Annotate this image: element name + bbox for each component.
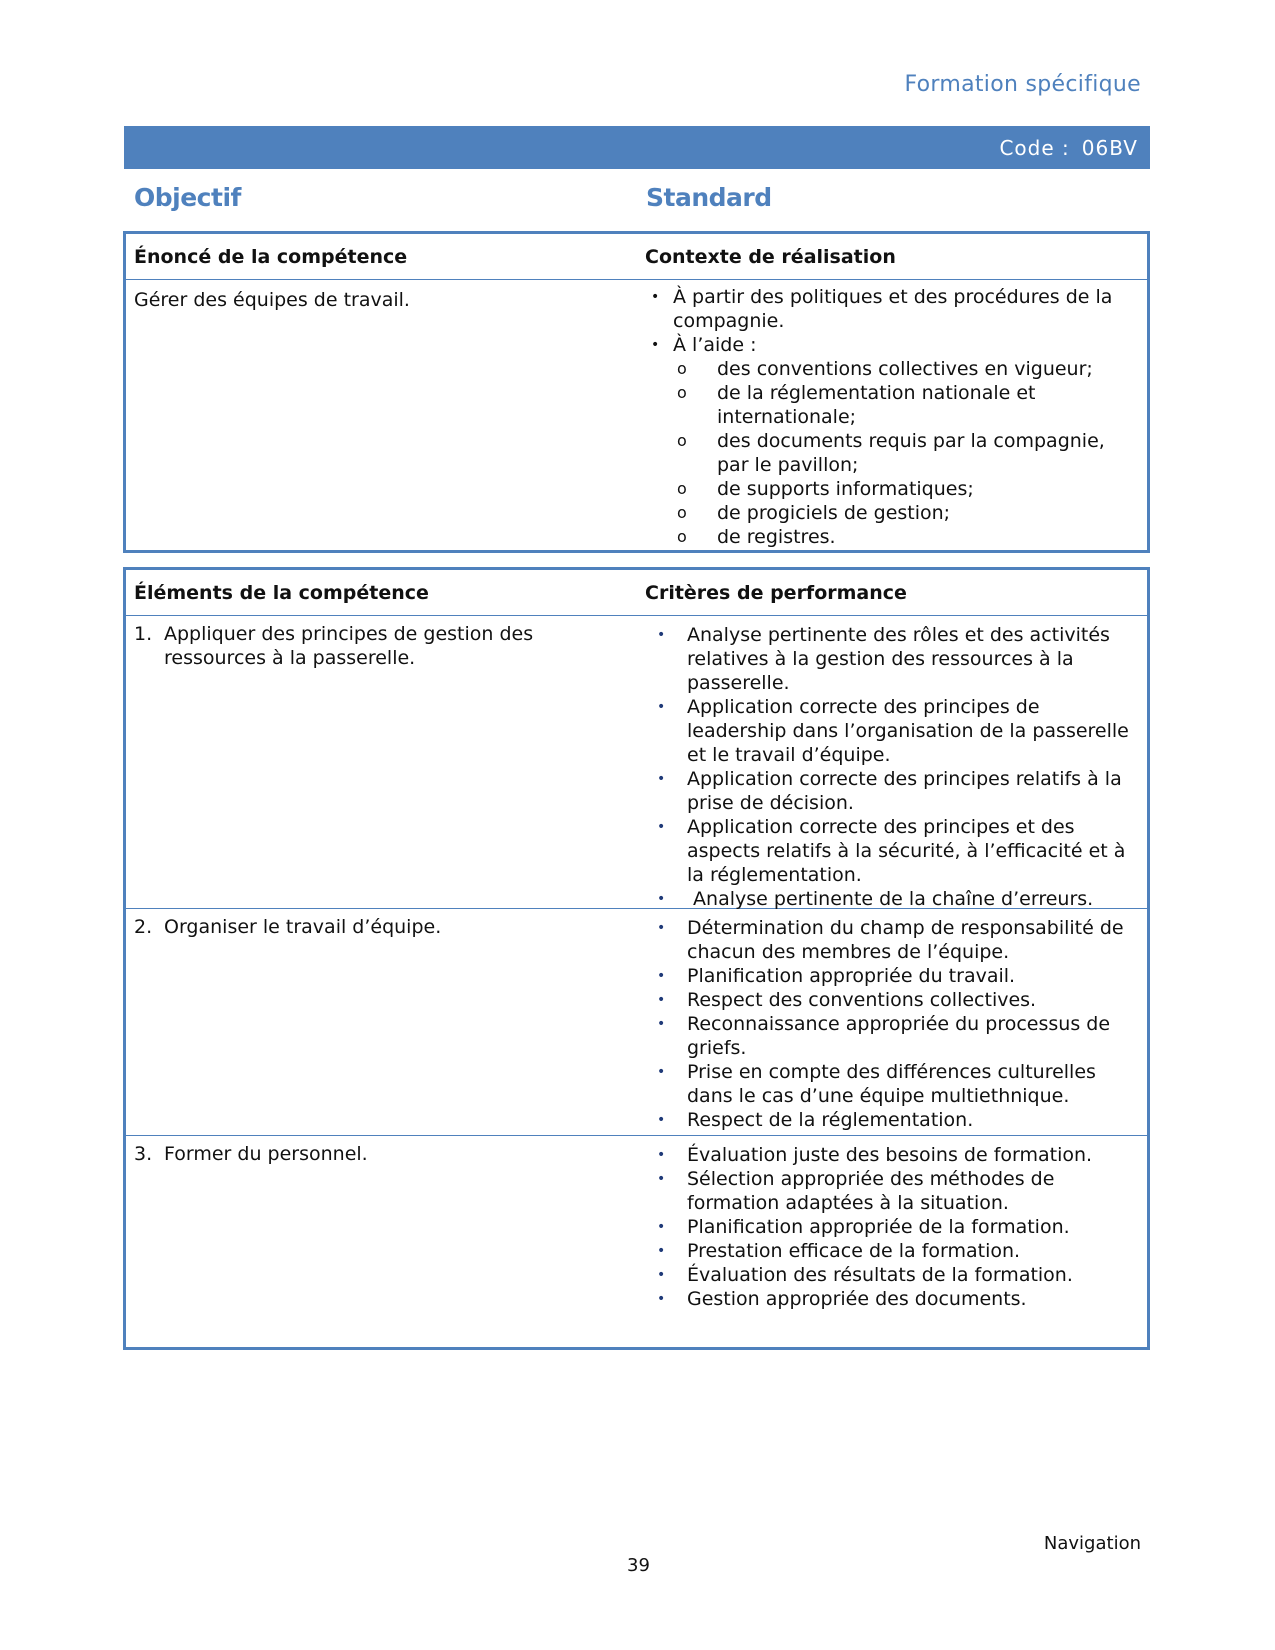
- objective-heading: Objectif: [134, 183, 241, 212]
- elements-body: [126, 615, 1147, 1311]
- criteria-item: [657, 1239, 1139, 1263]
- circle-bullet-icon: o: [677, 359, 687, 378]
- footer-program: Navigation: [1043, 1533, 1141, 1554]
- criteria-text: Analyse pertinente des rôles et des activités relatives à la gestion des ressources à la passerelle.: [687, 624, 1116, 694]
- bullet-icon: •: [657, 968, 666, 984]
- code-value: 06BV: [1081, 135, 1138, 160]
- element-cell: [126, 616, 637, 908]
- criteria-text: Évaluation juste des besoins de formation.: [687, 1144, 1093, 1166]
- element-number: 3.: [134, 1143, 153, 1165]
- criteria-text: Application correcte des principes de leadership dans l’organisation de la passerelle et le travail d’équipe.: [687, 696, 1135, 766]
- criteria-text: Respect de la réglementation.: [687, 1109, 974, 1131]
- criteria-cell: [637, 1136, 1147, 1311]
- table-row: [126, 279, 1147, 549]
- competency-table: [123, 231, 1150, 553]
- context-subtext: de progiciels de gestion;: [717, 502, 951, 524]
- bullet-icon: •: [657, 1267, 666, 1283]
- criteria-text: Planification appropriée de la formation.: [687, 1216, 1070, 1238]
- criteria-text: Planification appropriée du travail.: [687, 965, 1016, 987]
- code-label: Code :: [999, 135, 1070, 160]
- criteria-item: [657, 887, 1139, 911]
- criteria-text: Sélection appropriée des méthodes de formation adaptées à la situation.: [687, 1168, 1061, 1214]
- criteria-text: Gestion appropriée des documents.: [687, 1288, 1027, 1310]
- criteria-cell: [637, 909, 1147, 1135]
- context-subitem: [651, 525, 1139, 549]
- criteria-list: [657, 1143, 1139, 1311]
- criteria-item: [657, 1012, 1139, 1060]
- bullet-icon: •: [651, 337, 660, 353]
- criteria-item: [657, 1215, 1139, 1239]
- criteria-item: [657, 916, 1139, 964]
- criteria-cell: [637, 616, 1147, 908]
- criteria-text: Reconnaissance appropriée du processus de griefs.: [687, 1013, 1117, 1059]
- context-subitem: [651, 477, 1139, 501]
- bullet-icon: •: [657, 992, 666, 1008]
- criteria-text: Prise en compte des différences culturelles dans le cas d’une équipe multiethnique.: [687, 1061, 1102, 1107]
- bullet-icon: •: [657, 1016, 666, 1032]
- page-number: 39: [627, 1555, 650, 1576]
- context-subitem: [651, 357, 1139, 381]
- bullet-icon: •: [657, 819, 666, 835]
- bullet-icon: •: [657, 1064, 666, 1080]
- criteria-item: [657, 1167, 1139, 1215]
- context-subitem: [651, 501, 1139, 525]
- table-header-row: [126, 570, 1147, 615]
- table-row: [126, 1135, 1147, 1311]
- criteria-text: Prestation efficace de la formation.: [687, 1240, 1021, 1262]
- element-cell: [126, 1136, 637, 1311]
- bullet-icon: •: [657, 1171, 666, 1187]
- context-subtext: de registres.: [717, 526, 836, 548]
- criteria-item: [657, 1108, 1139, 1132]
- context-item: [651, 285, 1139, 333]
- criteria-item: [657, 1143, 1139, 1167]
- criteria-text: Évaluation des résultats de la formation.: [687, 1264, 1073, 1286]
- bullet-icon: •: [651, 289, 660, 305]
- criteria-list: [657, 623, 1139, 911]
- context-subitem: [651, 429, 1139, 477]
- element-cell: [126, 909, 637, 1135]
- context-text: À l’aide :: [673, 334, 757, 356]
- element-number: 1.: [134, 623, 153, 645]
- criteria-list: [657, 916, 1139, 1132]
- criteria-text: Détermination du champ de responsabilité de chacun des membres de l’équipe.: [687, 917, 1130, 963]
- context-item: [651, 333, 1139, 549]
- bullet-icon: •: [657, 1291, 666, 1307]
- circle-bullet-icon: o: [677, 383, 687, 402]
- code-bar: [124, 126, 1150, 169]
- bullet-icon: •: [657, 627, 666, 643]
- bullet-icon: •: [657, 1147, 666, 1163]
- context-sublist: [651, 357, 1139, 549]
- criteria-text: Analyse pertinente de la chaîne d’erreurs.: [687, 888, 1094, 910]
- column-header: Contexte de réalisation: [645, 245, 896, 268]
- bullet-icon: •: [657, 1219, 666, 1235]
- bullet-icon: •: [657, 771, 666, 787]
- context-text: À partir des politiques et des procédures de la compagnie.: [673, 286, 1113, 332]
- criteria-item: [657, 1263, 1139, 1287]
- context-subtext: des conventions collectives en vigueur;: [717, 358, 1093, 380]
- elements-table: [123, 567, 1150, 1350]
- bullet-icon: •: [657, 699, 666, 715]
- circle-bullet-icon: o: [677, 479, 687, 498]
- bullet-icon: •: [657, 1112, 666, 1128]
- circle-bullet-icon: o: [677, 431, 687, 450]
- criteria-item: [657, 767, 1139, 815]
- bullet-icon: •: [657, 920, 666, 936]
- column-header: Critères de performance: [645, 581, 907, 604]
- criteria-text: Application correcte des principes relatifs à la prise de décision.: [687, 768, 1128, 814]
- criteria-item: [657, 988, 1139, 1012]
- circle-bullet-icon: o: [677, 527, 687, 546]
- table-row: [126, 615, 1147, 908]
- competency-statement: Gérer des équipes de travail.: [134, 289, 410, 311]
- context-subtext: de la réglementation nationale et internationale;: [717, 382, 1036, 428]
- criteria-item: [657, 1060, 1139, 1108]
- document-section-title: Formation spécifique: [904, 72, 1141, 97]
- criteria-item: [657, 695, 1139, 767]
- element-number: 2.: [134, 916, 153, 938]
- context-cell: [637, 280, 1147, 549]
- context-subtext: des documents requis par la compagnie, par le pavillon;: [717, 430, 1105, 476]
- element-text: Organiser le travail d’équipe.: [164, 916, 442, 938]
- context-subtext: de supports informatiques;: [717, 478, 974, 500]
- standard-heading: Standard: [646, 183, 772, 212]
- criteria-item: [657, 964, 1139, 988]
- criteria-text: Respect des conventions collectives.: [687, 989, 1037, 1011]
- context-list: [651, 285, 1139, 549]
- column-header: Énoncé de la compétence: [134, 245, 408, 268]
- column-header: Éléments de la compétence: [134, 581, 429, 604]
- context-subitem: [651, 381, 1139, 429]
- criteria-item: [657, 623, 1139, 695]
- table-row: [126, 908, 1147, 1135]
- criteria-item: [657, 1287, 1139, 1311]
- criteria-item: [657, 815, 1139, 887]
- circle-bullet-icon: o: [677, 503, 687, 522]
- table-header-row: [126, 234, 1147, 279]
- criteria-text: Application correcte des principes et des aspects relatifs à la sécurité, à l’efficacité et à la réglementation.: [687, 816, 1132, 886]
- element-text: Former du personnel.: [164, 1143, 368, 1165]
- bullet-icon: •: [657, 891, 666, 907]
- element-text: Appliquer des principes de gestion des ressources à la passerelle.: [164, 623, 534, 669]
- bullet-icon: •: [657, 1243, 666, 1259]
